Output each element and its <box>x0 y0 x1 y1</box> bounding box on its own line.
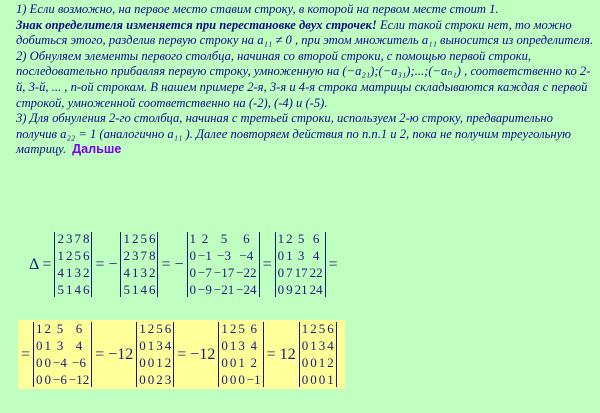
matrix-cell: 4 <box>75 338 83 353</box>
matrix-cell: 0 <box>301 338 309 353</box>
matrix-cell: 5 <box>297 231 305 246</box>
matrix-cell: 1 <box>277 231 285 246</box>
matrix-cell: −24 <box>236 282 257 297</box>
matrix-cell: 1 <box>229 338 237 353</box>
matrix-cell: 2 <box>164 355 172 370</box>
matrix-cell: 0 <box>189 248 197 263</box>
step-2-text: 2) Обнуляем элементы первого столбца, начиная со второй строки, с помощью первой строки, последовательно прибавляя первую строку, умноженную на <box>16 48 532 79</box>
matrix-cell: 0 <box>189 282 197 297</box>
matrix-cell: 2 <box>44 321 52 336</box>
step-2-text-2: , соответственно ко 2-й, 3-й, ... , n-ой строкам. В нашем примере 2-я, 3-я и 4-я строка матрицы складываются каждая с первой строкой, умноженной соответственно на (-2), (-4) и (-5). <box>16 64 591 110</box>
factor-symbol: a₁₁ <box>421 33 437 48</box>
matrix-cell: 0 <box>139 355 146 370</box>
matrix-cell: −6 <box>72 355 86 370</box>
matrix-cell: 1 <box>139 321 146 336</box>
matrix-cell: 0 <box>36 372 43 387</box>
instructions-text <box>6 2 594 158</box>
matrix-cell: 2 <box>250 355 257 370</box>
step-1-text-2: , при этом множитель <box>291 33 422 48</box>
matrix-cell: 1 <box>156 355 163 370</box>
matrix-cell: 0 <box>310 355 317 370</box>
coefficient-operator: = 12 <box>266 345 296 363</box>
matrix-cell: 2 <box>327 355 334 370</box>
matrix-cell: 4 <box>312 248 320 263</box>
step-1-paragraph <box>6 2 594 49</box>
matrix-cell: 0 <box>221 338 228 353</box>
matrix-cell: 1 <box>189 231 197 246</box>
matrix-cell: 5 <box>238 321 245 336</box>
matrix-cell: 3 <box>164 372 172 387</box>
matrix-cell: 8 <box>82 231 90 246</box>
pivot-condition: a₂₂ = 1 <box>60 126 97 141</box>
matrix-cell: 7 <box>140 248 147 263</box>
matrix-cell: 0 <box>318 372 326 387</box>
matrix-cell: 2 <box>147 321 155 336</box>
determinant <box>33 322 92 387</box>
step-2-paragraph <box>6 49 594 111</box>
matrix-cell: 24 <box>309 282 323 297</box>
matrix-cell: 2 <box>229 321 237 336</box>
matrix-cell: 2 <box>310 321 317 336</box>
matrix-cell: 0 <box>221 355 228 370</box>
step-3-paragraph <box>6 111 594 158</box>
matrix-cell: 3 <box>297 248 305 263</box>
matrix-cell: 8 <box>148 248 156 263</box>
matrix-cell: 6 <box>148 231 156 246</box>
matrix-cell: 5 <box>220 231 228 246</box>
matrix-cell: 0 <box>147 372 155 387</box>
matrix-cell: 1 <box>318 355 326 370</box>
matrix-cell: 4 <box>164 338 172 353</box>
matrix-cell: 0 <box>310 372 317 387</box>
matrix-cell: −21 <box>213 282 235 297</box>
matrix-cell: 1 <box>36 321 43 336</box>
matrix-cell: 6 <box>250 321 257 336</box>
matrix-cell: 2 <box>57 231 64 246</box>
row-factors: (−a₂₁);(−a₃₁);...;(−aₙ₁) <box>342 64 461 79</box>
matrix-cell: 2 <box>286 231 293 246</box>
matrix-cell: 0 <box>189 265 197 280</box>
step-1-text-3: выносится из определителя. <box>436 33 594 48</box>
matrix-cell: 5 <box>140 231 147 246</box>
matrix-cell: −9 <box>198 282 212 297</box>
equals-operator: = <box>21 345 31 363</box>
matrix-cell: 22 <box>309 265 323 280</box>
step-1-text: Если такой строки нет, то можно добиться этого, разделив первую строку на <box>16 17 572 48</box>
step-1-intro: 1) Если возможно, на первое место ставим строку, в которой на первом месте стоит 1. <box>16 2 499 16</box>
determinant <box>54 232 92 297</box>
matrix-cell: 1 <box>44 338 52 353</box>
determinant-equation-1 <box>26 232 341 297</box>
matrix-cell: 3 <box>131 248 139 263</box>
delta-symbol: Δ = <box>29 255 52 273</box>
step-3-text-3: ). Далее повторяем действия по п.п.1 и 2, пока не получим треугольную матрицу. <box>16 126 572 157</box>
equals-operator: = − <box>161 255 184 273</box>
matrix-cell: −22 <box>236 265 257 280</box>
matrix-cell: 1 <box>238 355 245 370</box>
matrix-cell: 0 <box>301 355 309 370</box>
matrix-cell: 3 <box>156 338 163 353</box>
coefficient-operator: = −12 <box>177 345 216 363</box>
matrix-cell: 6 <box>312 231 320 246</box>
matrix-cell: 4 <box>140 282 147 297</box>
matrix-cell: 5 <box>57 282 64 297</box>
matrix-cell: 4 <box>123 265 130 280</box>
matrix-cell: 1 <box>221 321 228 336</box>
nonzero-condition: a₁₁ ≠ 0 <box>257 33 292 48</box>
matrix-cell: 4 <box>57 265 64 280</box>
matrix-cell: 4 <box>74 282 81 297</box>
coefficient-operator: = −12 <box>95 345 134 363</box>
matrix-cell: 2 <box>148 265 156 280</box>
matrix-cell: 1 <box>286 248 293 263</box>
matrix-cell: 1 <box>131 282 139 297</box>
matrix-cell: 0 <box>301 372 309 387</box>
determinant <box>136 322 174 387</box>
matrix-cell: −17 <box>213 265 235 280</box>
matrix-cell: 1 <box>147 338 155 353</box>
sign-change-rule: Знак определителя изменяется при перестановке двух строчек! <box>16 17 377 32</box>
matrix-cell: −1 <box>198 248 212 263</box>
matrix-cell: 1 <box>131 265 139 280</box>
matrix-cell: 6 <box>327 321 334 336</box>
matrix-cell: 5 <box>123 282 130 297</box>
pivot-reference: a₁₁ <box>167 126 183 141</box>
matrix-cell: −4 <box>53 355 67 370</box>
matrix-cell: 6 <box>243 231 250 246</box>
matrix-cell: 6 <box>75 321 83 336</box>
determinant <box>187 232 260 297</box>
matrix-cell: −6 <box>53 372 67 387</box>
matrix-cell: 3 <box>140 265 147 280</box>
matrix-cell: −1 <box>246 372 261 387</box>
equals-operator: = <box>262 255 272 273</box>
matrix-cell: 1 <box>65 265 73 280</box>
matrix-cell: 3 <box>74 265 81 280</box>
matrix-cell: 2 <box>201 231 209 246</box>
equals-operator: = <box>328 255 338 273</box>
matrix-cell: 0 <box>147 355 155 370</box>
matrix-cell: 0 <box>36 338 43 353</box>
equals-operator: = − <box>95 255 118 273</box>
matrix-cell: 1 <box>57 248 64 263</box>
matrix-cell: 5 <box>318 321 326 336</box>
matrix-cell: −4 <box>239 248 254 263</box>
matrix-cell: 5 <box>56 321 64 336</box>
matrix-cell: 2 <box>156 372 163 387</box>
determinant-equation-2 <box>18 320 345 389</box>
matrix-cell: 5 <box>156 321 163 336</box>
next-link[interactable]: Дальше <box>72 142 122 157</box>
matrix-cell: 1 <box>65 282 73 297</box>
matrix-cell: 6 <box>148 282 156 297</box>
matrix-cell: 1 <box>310 338 317 353</box>
matrix-cell: 6 <box>82 248 90 263</box>
matrix-cell: 3 <box>56 338 64 353</box>
matrix-cell: 1 <box>327 372 334 387</box>
matrix-cell: 0 <box>44 355 52 370</box>
matrix-cell: 2 <box>82 265 90 280</box>
matrix-cell: 0 <box>221 372 228 387</box>
matrix-cell: −12 <box>68 372 90 387</box>
matrix-cell: 9 <box>286 282 293 297</box>
matrix-cell: 0 <box>277 282 285 297</box>
matrix-cell: 1 <box>301 321 309 336</box>
matrix-cell: 4 <box>250 338 257 353</box>
matrix-cell: 0 <box>229 372 237 387</box>
matrix-cell: 2 <box>131 231 139 246</box>
matrix-cell: 0 <box>44 372 52 387</box>
matrix-cell: −7 <box>198 265 212 280</box>
matrix-cell: 6 <box>82 282 90 297</box>
matrix-cell: 3 <box>238 338 245 353</box>
determinant <box>299 322 337 387</box>
matrix-cell: 0 <box>229 355 237 370</box>
matrix-cell: 6 <box>164 321 172 336</box>
matrix-cell: 1 <box>123 231 130 246</box>
determinant <box>120 232 158 297</box>
step-3-text-2: (аналогично <box>96 126 168 141</box>
matrix-cell: 2 <box>123 248 130 263</box>
matrix-cell: 17 <box>294 265 308 280</box>
matrix-cell: 0 <box>277 248 285 263</box>
matrix-cell: 2 <box>65 248 73 263</box>
matrix-cell: −3 <box>217 248 231 263</box>
determinant <box>275 232 326 297</box>
matrix-cell: 4 <box>327 338 334 353</box>
matrix-cell: 7 <box>74 231 81 246</box>
matrix-cell: 3 <box>318 338 326 353</box>
matrix-cell: 0 <box>139 338 146 353</box>
matrix-cell: 3 <box>65 231 73 246</box>
step-3-text: 3) Для обнуления 2-го столбца, начиная с третьей строки, используем 2-ю строку, предварительно получив <box>16 111 553 141</box>
matrix-cell: 7 <box>286 265 293 280</box>
matrix-cell: 0 <box>36 355 43 370</box>
matrix-cell: 0 <box>238 372 245 387</box>
matrix-cell: 0 <box>277 265 285 280</box>
matrix-cell: 21 <box>294 282 308 297</box>
matrix-cell: 0 <box>139 372 146 387</box>
determinant <box>218 322 263 387</box>
matrix-cell: 5 <box>74 248 81 263</box>
